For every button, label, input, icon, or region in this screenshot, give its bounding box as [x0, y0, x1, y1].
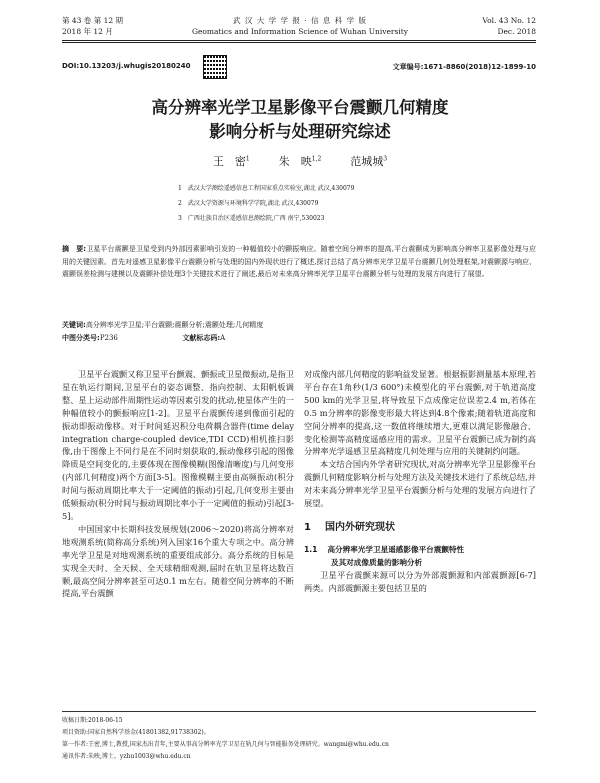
paragraph: 本文结合国内外学者研究现状,对高分辨率光学卫星影像平台震颤几何精度影响分析与处理方法及关键技术进行了系统总结,并对未来高分辨率光学卫星平台震颤分析与处理的发展方向进行了展望。 [304, 459, 536, 509]
subsection-heading-1-1-cont: 及其对成像质量的影响分析 [331, 557, 423, 567]
abstract [62, 243, 536, 317]
journal-title-cn: 武 汉 大 学 学 报 · 信 息 科 学 版 [232, 16, 368, 25]
clc-value: P236 [99, 334, 118, 342]
keywords [62, 319, 536, 332]
paragraph: 卫星平台震颤又称卫星平台颤震、颤振或卫星微振动,是指卫星在轨运行期间,卫星平台的姿态调整、指向控制、太阳帆板调整、星上运动部件周期性运动等因素引发的扰动,使星体产生的一种幅值较小的颤振响应[1-2]。卫星平台震颤传递到像面引起的振动即振动像移。对于时间延迟积分电荷耦合器件(time delay integration charge-coupled device,TDI CCD)相机推扫影像,由于图像上不同行是在不同时刻获取的,振动像移引起的图像降质是空间变化的,主要体现在图像模糊(图像清晰度)与几何变形(内部几何精度)两个方面[3-5]。图像模糊主要由高频振动(积分时间与振动周期比率大于一定阈值的振动)引起,几何变形主要由低频振动(积分时间与振动周期比率小于一定阈值的振动)引起[3-5]。 [62, 369, 294, 521]
affiliation-2: 2 武汉大学资源与环境科学学院,湖北 武汉,430079 [178, 200, 319, 207]
article-number: 文章编号:1671-8860(2018)12-1899-10 [392, 63, 536, 71]
paragraph: 中国国家中长期科技发展规划(2006～2020)将高分辨率对地观测系统(简称高分系统)列入国家16个重大专项之中。高分辨率光学卫星是对地观测系统的重要组成部分。高分系统的目标是实现全天时、全天候、全天球精细观测,届时在轨卫星将达数百颗,最高空间分辨率甚至可达0.1 m左右。随着空间分辨率的不断提高,平台震颤 [62, 523, 294, 599]
date-en: Dec. 2018 [497, 27, 536, 36]
doc-code-label: 文献标志码: [182, 334, 221, 342]
doi: DOI:10.13203/j.whugis20180240 [62, 62, 191, 70]
author-3: 范城城$^3$ [350, 155, 388, 168]
journal-title-en: Geomatics and Information Science of Wuhan University [191, 27, 409, 36]
keywords-label: 关键词: [62, 321, 86, 329]
paragraph: 卫星平台震颤来源可以分为外部震颤源和内部震颤源[6-7]两类。内部震颤源主要包括卫星的 [304, 569, 536, 593]
footnote-received: 收稿日期:2018-06-15 [62, 717, 123, 724]
date-cn: 2018 年 12 月 [62, 27, 113, 36]
doc-code-value: A [220, 334, 226, 342]
header-rule [62, 40, 536, 41]
clc-label: 中图分类号: [62, 334, 100, 342]
affiliation-3: 3 广西壮族自治区遥感信息测绘院,广西 南宁,530023 [178, 215, 325, 222]
subsection-heading-1-1: 1.1 高分辨率光学卫星遥感影像平台震颤特性 [304, 544, 465, 554]
author-2: 朱 映$^{1,2}$ [278, 155, 322, 168]
author-list [0, 153, 600, 169]
affiliation-1: 1 武汉大学测绘遥感信息工程国家重点实验室,湖北 武汉,430079 [178, 185, 355, 192]
title-line-1: 高分辨率光学卫星影像平台震颤几何精度 [151, 98, 449, 117]
paragraph: 对成像内部几何精度的影响益发显著。根据振影测量基本原理,若平台存在1角秒(1/3 600°)未模型化的平台震颤,对于轨道高度500 km的光学卫星,将导致星下点成像定位误差2.4 m,若体在0.5 m分辨率的影像变形最大将达到4.8个像素;随着轨道高度和空间分辨率的提高,这一数值将继续增大,更难以满足影像融合、变化检测等高精度遥感应用的需求。卫星平台震颤已成为制约高分辨率光学遥感卫星高精度几何处理与应用的关键制约问题。 [304, 369, 536, 457]
author-1: 王 密$^1$ [212, 155, 250, 168]
volume-cn: 第 43 卷 第 12 期 [62, 16, 124, 25]
abstract-text: 卫星平台震颤是卫星受到内外部因素影响引发的一种幅值较小的颤振响应。随着空间分辨率的提高,平台震颤成为影响高分辨率卫星影像处理与应用的关键因素。首先对遥感卫星影像平台震颤分析与处理的国内外现状进行了概述,探讨总结了高分辨率光学卫星平台震颤几何处理框架,对震颤源与响应、震颤误差检测与建模以及震颤补偿处理3个关键技术进行了阐述,最后对未来高分辨率光学卫星平台震颤分析与处理的发展方向进行了展望。 [62, 245, 536, 278]
keywords-text: 高分辨率光学卫星;平台震颤;震颤分析;震颤处理;几何精度 [85, 321, 264, 329]
footnote-rule [62, 711, 536, 712]
left-column [62, 368, 294, 706]
footnote-funding: 项目资助:国家自然科学基金(41801382,91738302)。 [62, 729, 210, 736]
section-heading-1: 1 国内外研究现状 [304, 521, 395, 533]
title-line-2: 影响分析与处理研究综述 [209, 122, 391, 141]
header-rule-thin [62, 42, 536, 43]
footnote-corresponding-author: 通讯作者:朱映,博士。yzhu1003@whu.edu.cn [62, 753, 191, 760]
abstract-label: 摘 要: [62, 245, 87, 253]
qr-code-icon [203, 55, 227, 79]
volume-en: Vol. 43 No. 12 [482, 16, 536, 25]
right-column [304, 368, 536, 706]
footnote-first-author: 第一作者:王密,博士,教授,国家杰出青年,主要从事高分辨率光学卫星在轨几何与智能服务处理研究。wangmi@whu.edu.cn [62, 741, 389, 748]
classification [62, 332, 536, 345]
